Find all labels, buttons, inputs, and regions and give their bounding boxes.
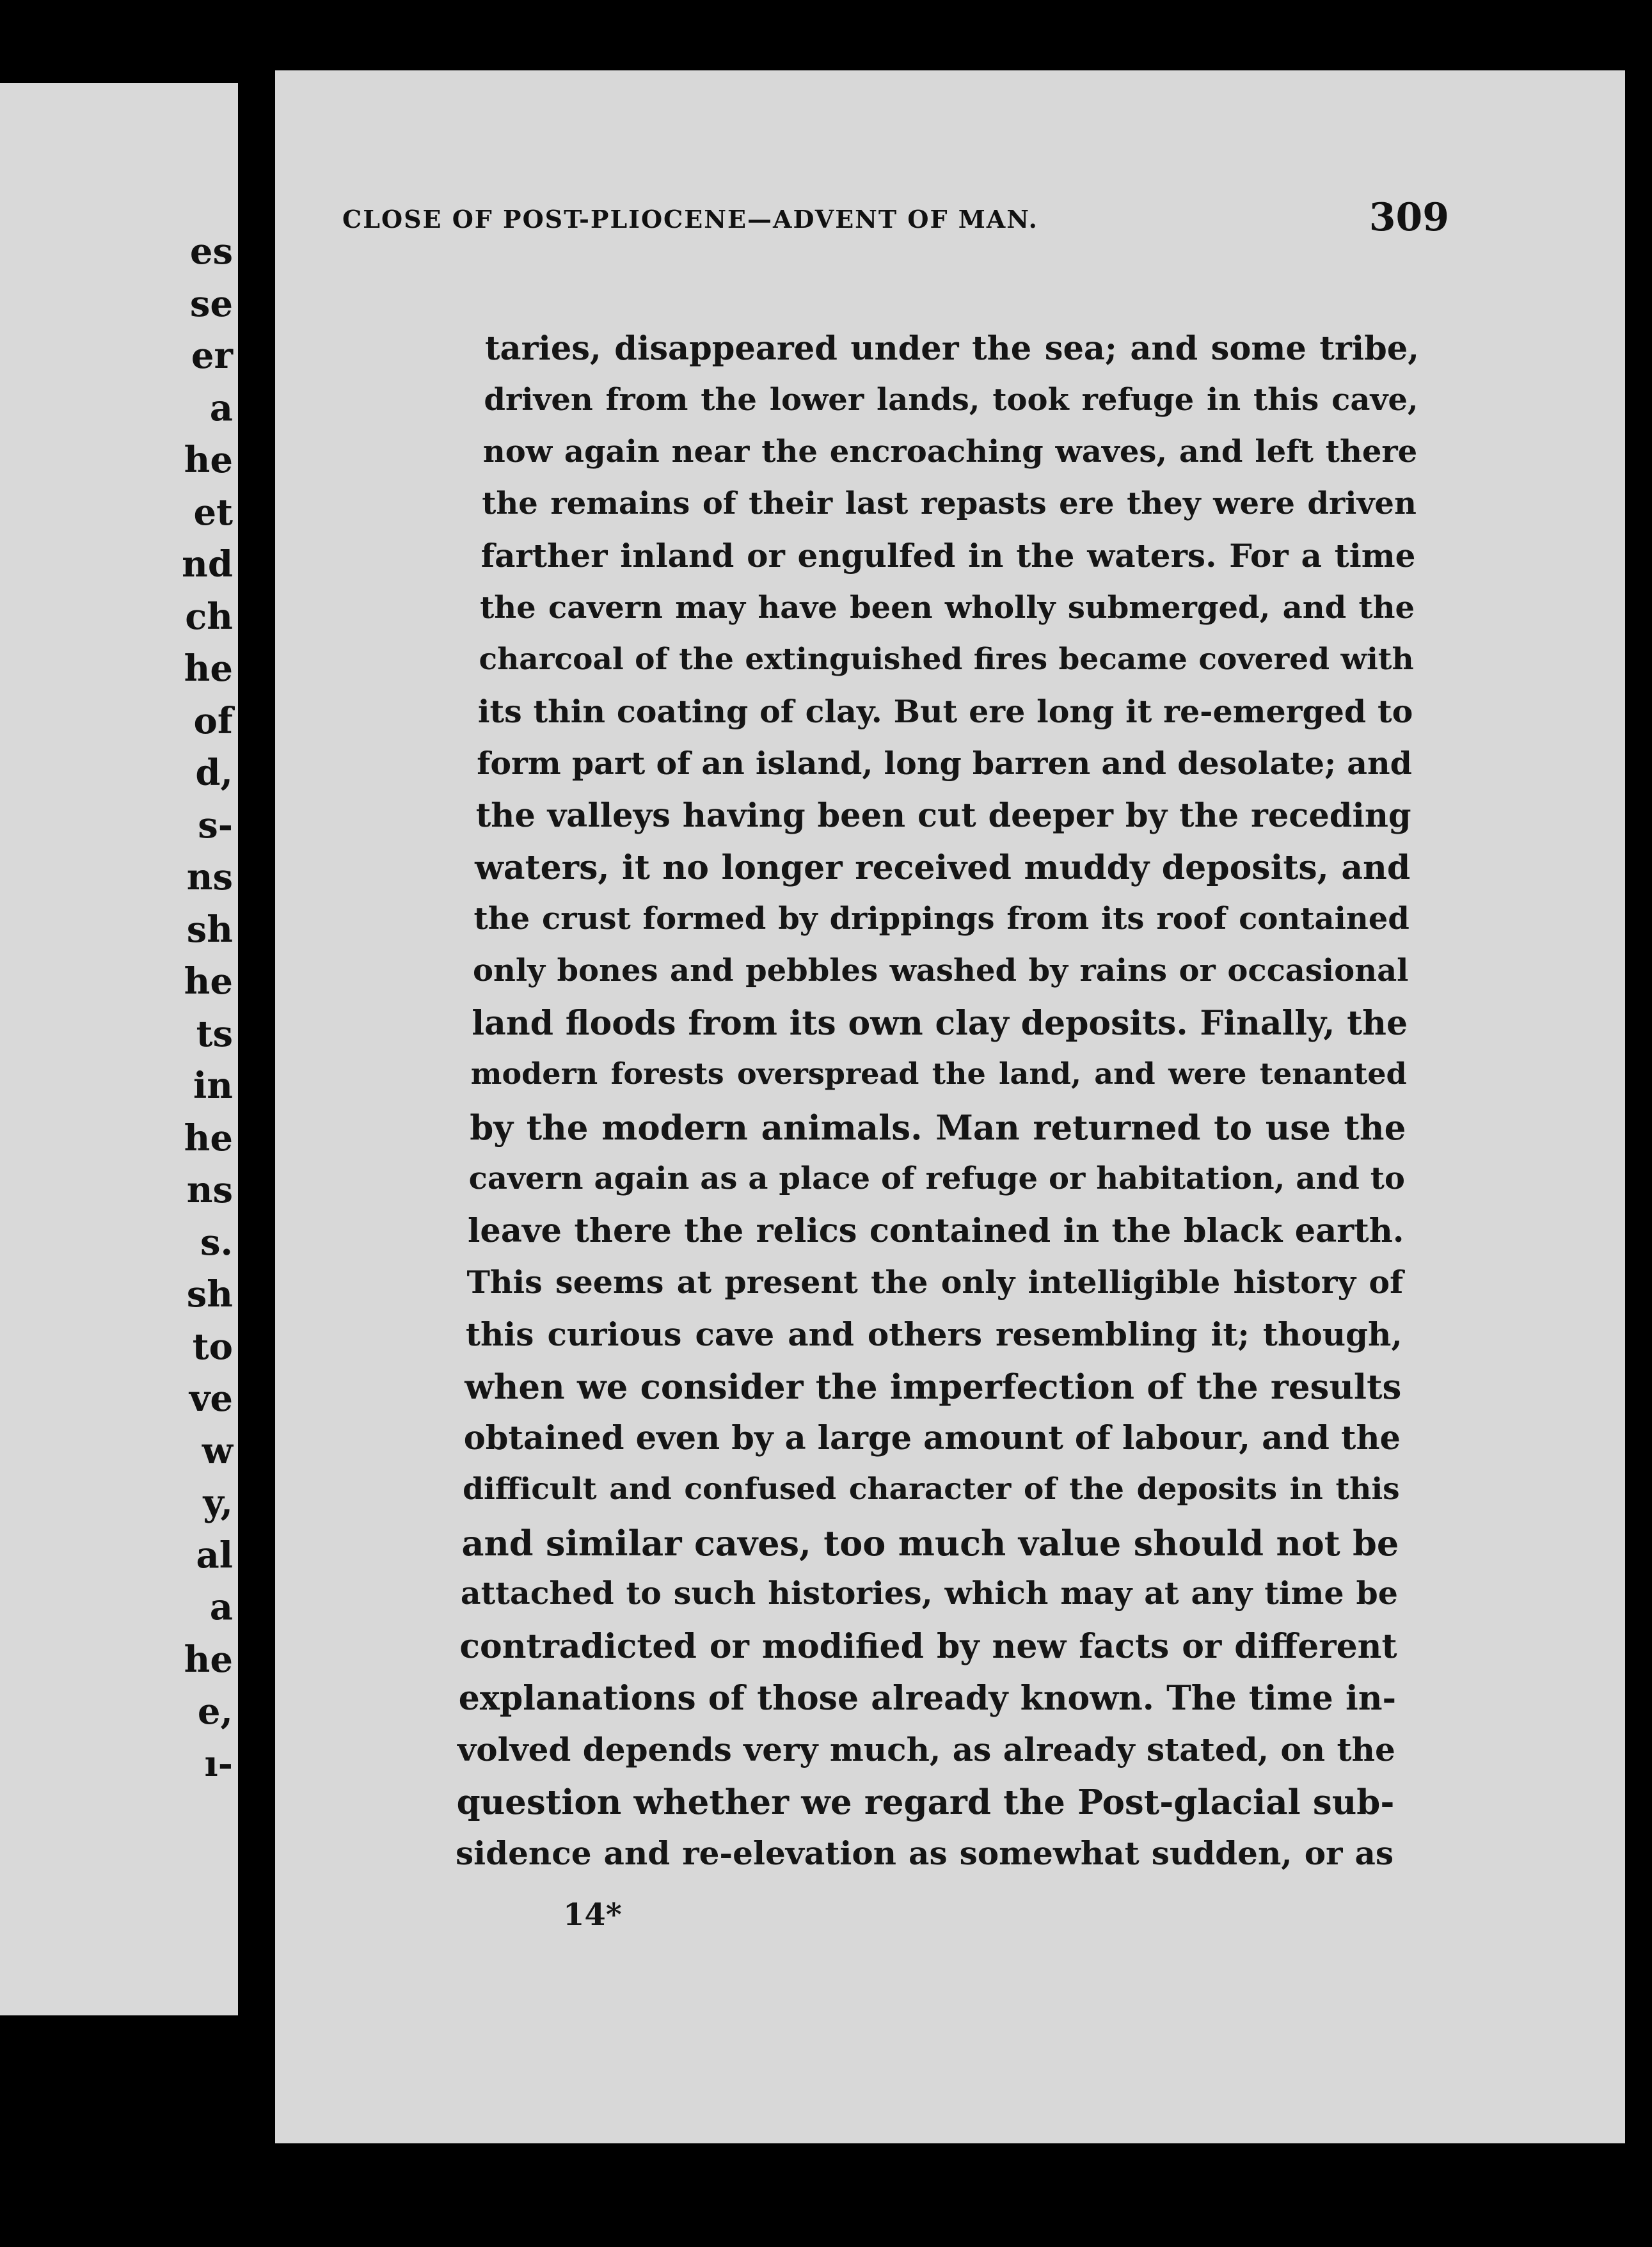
running-head: CLOSE OF POST-PLIOCENE—ADVENT OF MAN. [342, 205, 1038, 234]
text-line: the valleys having been cut deeper by the receding [475, 796, 1411, 835]
text-line: waters, it no longer received muddy deposits, and [475, 848, 1411, 887]
facing-page-fragment [0, 83, 238, 2015]
text-line: farther inland or engulfed in the waters. For a time [481, 537, 1416, 575]
text-line: charcoal of the extinguished fires became covered with [479, 641, 1414, 677]
text-line: attached to such histories, which may at any time be [460, 1575, 1398, 1612]
text-line: leave there the relics contained in the black earth. [468, 1211, 1404, 1250]
text-line: explanations of those already known. The time in- [458, 1678, 1397, 1718]
facing-page-line-fragment: s- [198, 804, 233, 846]
page-number: 309 [1369, 195, 1449, 240]
facing-page-line-fragment: er [191, 335, 233, 377]
text-line: when we consider the imperfection of the results [465, 1367, 1402, 1407]
facing-page-line-fragment: he [184, 647, 233, 690]
facing-page-line-fragment: d, [195, 752, 233, 794]
facing-page-line-fragment: he [184, 960, 233, 1003]
text-line: volved depends very much, as already stated, on the [457, 1730, 1395, 1768]
text-line: difficult and confused character of the deposits in this [463, 1472, 1400, 1507]
facing-page-line-fragment: ve [189, 1378, 233, 1420]
facing-page-line-fragment: s. [200, 1221, 233, 1264]
text-line: contradicted or modified by new facts or different [459, 1626, 1397, 1666]
facing-page-line-fragment: et [193, 491, 233, 534]
facing-page-line-fragment: to [192, 1325, 233, 1368]
text-line: taries, disappeared under the sea; and some tribe, [485, 330, 1419, 368]
facing-page-line-fragment: in [193, 1065, 233, 1107]
text-line: the crust formed by drippings from its roof contained [473, 901, 1410, 937]
text-line: question whether we regard the Post-glacial sub- [456, 1782, 1395, 1822]
text-line: its thin coating of clay. But ere long it re-emerged to [477, 692, 1413, 730]
facing-page-line-fragment: a [209, 1586, 233, 1628]
text-line: the cavern may have been wholly submerged, and the [480, 589, 1415, 626]
facing-page-line-fragment: y, [203, 1482, 233, 1524]
text-line: driven from the lower lands, took refuge in this cave, [484, 382, 1418, 418]
facing-page-line-fragment: es [189, 230, 233, 273]
facing-page-line-fragment: ch [185, 595, 233, 638]
facing-page-line-fragment: sh [186, 908, 233, 951]
facing-page-line-fragment: nd [182, 543, 233, 585]
facing-page-line-fragment: he [184, 1638, 233, 1681]
text-line: and similar caves, too much value should not be [461, 1523, 1399, 1564]
text-line: modern forests overspread the land, and were tenanted [470, 1056, 1407, 1092]
facing-page-line-fragment: sh [186, 1273, 233, 1315]
facing-page-line-fragment: he [184, 439, 233, 481]
text-line: the remains of their last repasts ere they were driven [482, 486, 1417, 522]
facing-page-line-fragment: al [196, 1534, 233, 1576]
text-line: by the modern animals. Man returned to use the [470, 1108, 1406, 1148]
text-line: obtained even by a large amount of labour, and the [463, 1419, 1401, 1458]
facing-page-line-fragment: se [189, 282, 233, 325]
facing-page-line-fragment: w [202, 1429, 233, 1472]
facing-page-line-fragment: ı- [204, 1742, 233, 1785]
facing-page-line-fragment: a [209, 386, 233, 429]
text-line: now again near the encroaching waves, and left there [482, 434, 1418, 470]
text-line: land floods from its own clay deposits. Finally, the [472, 1004, 1408, 1044]
page-gutter [238, 70, 275, 2143]
facing-page-line-fragment: ns [186, 856, 233, 898]
facing-page-line-fragment: he [184, 1116, 233, 1159]
text-line: form part of an island, long barren and desolate; and [477, 744, 1412, 782]
text-line: this curious cave and others resembling it; though, [465, 1315, 1402, 1353]
facing-page-line-fragment: ns [186, 1169, 233, 1211]
text-line: only bones and pebbles washed by rains or occasional [472, 953, 1409, 989]
text-line: This seems at present the only intelligible history of [466, 1263, 1404, 1301]
facing-page-line-fragment: e, [197, 1690, 233, 1733]
facing-page-line-fragment: ts [196, 1012, 233, 1055]
book-page [275, 70, 1625, 2143]
page-header [342, 192, 1449, 250]
text-line: cavern again as a place of refuge or habitation, and to [468, 1160, 1405, 1196]
text-line: sidence and re-elevation as somewhat sudden, or as [456, 1834, 1394, 1872]
signature-mark: 14* [563, 1897, 622, 1933]
facing-page-line-fragment: of [193, 699, 233, 742]
